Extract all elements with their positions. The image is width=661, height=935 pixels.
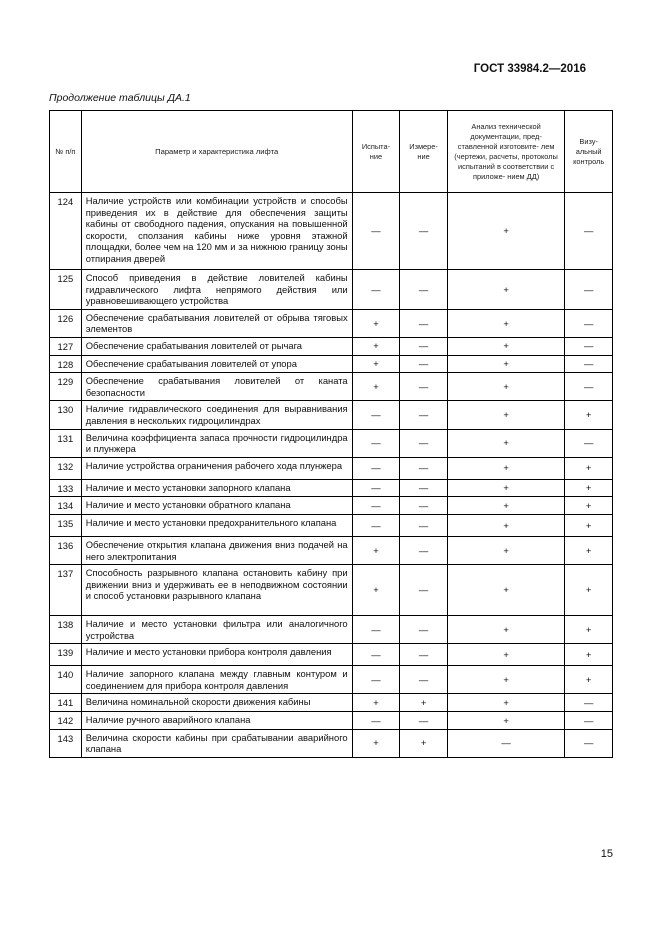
table-row [50, 373, 613, 401]
row-parameter: Наличие ручного аварийного клапана [81, 712, 352, 730]
row-visual-mark: — [565, 309, 613, 337]
row-measurement-mark: — [400, 373, 448, 401]
row-parameter: Наличие и место установки запорного клапана [81, 479, 352, 497]
row-measurement-mark: — [400, 429, 448, 457]
row-measurement-mark: — [400, 479, 448, 497]
row-number: 131 [50, 429, 82, 457]
row-parameter: Способность разрывного клапана остановить кабину при движении вниз и удерживать ее в неподвижном состоянии и способ установки разрывного клапана [81, 565, 352, 616]
row-parameter: Обеспечение срабатывания ловителей от рычага [81, 337, 352, 355]
row-analysis-mark: + [447, 337, 564, 355]
row-parameter: Обеспечение срабатывания ловителей от обрыва тяговых элементов [81, 309, 352, 337]
row-number: 140 [50, 666, 82, 694]
table-row [50, 536, 613, 564]
row-visual-mark: — [565, 337, 613, 355]
row-measurement-mark: — [400, 514, 448, 536]
row-number: 132 [50, 457, 82, 479]
row-test-mark: — [352, 666, 400, 694]
row-number: 125 [50, 270, 82, 310]
row-test-mark: — [352, 479, 400, 497]
row-measurement-mark: — [400, 644, 448, 666]
row-measurement-mark: — [400, 309, 448, 337]
row-number: 126 [50, 309, 82, 337]
row-visual-mark: + [565, 514, 613, 536]
table-row [50, 457, 613, 479]
row-number: 127 [50, 337, 82, 355]
row-number: 143 [50, 729, 82, 757]
row-visual-mark: + [565, 644, 613, 666]
row-analysis-mark: + [447, 373, 564, 401]
col-header-analysis: Анализ технической документации, пред- ставленной изготовите- лем (чертежи, расчеты, протоколы испытаний в соответствии с приложе- нием ДД) [447, 111, 564, 193]
row-measurement-mark: — [400, 616, 448, 644]
row-parameter: Обеспечение открытия клапана движения вниз подачей на него электропитания [81, 536, 352, 564]
col-header-parameter: Параметр и характеристика лифта [81, 111, 352, 193]
row-number: 139 [50, 644, 82, 666]
table-row [50, 193, 613, 270]
row-analysis-mark: + [447, 479, 564, 497]
row-test-mark: — [352, 193, 400, 270]
row-parameter: Величина скорости кабины при срабатывании аварийного клапана [81, 729, 352, 757]
table-caption: Продолжение таблицы ДА.1 [49, 92, 191, 104]
row-number: 133 [50, 479, 82, 497]
row-analysis-mark: + [447, 355, 564, 373]
row-visual-mark: + [565, 497, 613, 515]
inspection-table [49, 110, 613, 758]
row-analysis-mark: + [447, 694, 564, 712]
row-measurement-mark: — [400, 193, 448, 270]
table-row [50, 270, 613, 310]
row-number: 135 [50, 514, 82, 536]
row-test-mark: — [352, 644, 400, 666]
row-number: 136 [50, 536, 82, 564]
row-visual-mark: + [565, 666, 613, 694]
row-measurement-mark: — [400, 355, 448, 373]
row-test-mark: + [352, 337, 400, 355]
row-test-mark: — [352, 457, 400, 479]
row-measurement-mark: — [400, 536, 448, 564]
table-row [50, 712, 613, 730]
table-row [50, 401, 613, 429]
row-analysis-mark: + [447, 666, 564, 694]
row-analysis-mark: + [447, 309, 564, 337]
row-analysis-mark: + [447, 270, 564, 310]
table-row [50, 644, 613, 666]
row-analysis-mark: + [447, 514, 564, 536]
row-measurement-mark: — [400, 457, 448, 479]
row-test-mark: + [352, 373, 400, 401]
row-parameter: Наличие устройств или комбинации устройств и способы приведения их в действие для обеспечения защиты кабины от свободного падения, опускания на повышенной скорости, сползания кабины ниже уровня этажной площадки, более чем на 120 мм и за нижнюю границу зоны отпирания дверей [81, 193, 352, 270]
row-test-mark: — [352, 514, 400, 536]
page-number: 15 [600, 848, 613, 860]
table-row [50, 355, 613, 373]
row-test-mark: — [352, 270, 400, 310]
row-test-mark: — [352, 401, 400, 429]
row-parameter: Наличие и место установки прибора контроля давления [81, 644, 352, 666]
row-test-mark: — [352, 429, 400, 457]
row-parameter: Наличие и место установки фильтра или аналогичного устройства [81, 616, 352, 644]
row-analysis-mark: + [447, 193, 564, 270]
row-analysis-mark: + [447, 616, 564, 644]
row-measurement-mark: — [400, 565, 448, 616]
col-header-number: № п/п [50, 111, 82, 193]
row-test-mark: + [352, 565, 400, 616]
row-test-mark: + [352, 729, 400, 757]
row-number: 124 [50, 193, 82, 270]
row-measurement-mark: + [400, 694, 448, 712]
row-number: 128 [50, 355, 82, 373]
row-measurement-mark: — [400, 497, 448, 515]
row-visual-mark: — [565, 729, 613, 757]
table-row [50, 429, 613, 457]
row-analysis-mark: + [447, 497, 564, 515]
row-analysis-mark: + [447, 565, 564, 616]
document-id: ГОСТ 33984.2—2016 [473, 63, 586, 75]
row-visual-mark: — [565, 373, 613, 401]
row-number: 137 [50, 565, 82, 616]
row-parameter: Величина номинальной скорости движения кабины [81, 694, 352, 712]
row-visual-mark: — [565, 712, 613, 730]
row-test-mark: — [352, 497, 400, 515]
row-test-mark: + [352, 309, 400, 337]
table-header-row [50, 111, 613, 193]
row-test-mark: — [352, 712, 400, 730]
table-row [50, 309, 613, 337]
row-analysis-mark: + [447, 644, 564, 666]
table-row [50, 565, 613, 616]
row-number: 134 [50, 497, 82, 515]
row-measurement-mark: — [400, 337, 448, 355]
row-visual-mark: — [565, 429, 613, 457]
row-parameter: Наличие и место установки предохранительного клапана [81, 514, 352, 536]
row-number: 130 [50, 401, 82, 429]
row-analysis-mark: + [447, 401, 564, 429]
row-parameter: Обеспечение срабатывания ловителей от каната безопасности [81, 373, 352, 401]
row-analysis-mark: + [447, 429, 564, 457]
table-row [50, 729, 613, 757]
row-number: 138 [50, 616, 82, 644]
col-header-visual: Визу- альный контроль [565, 111, 613, 193]
row-measurement-mark: + [400, 729, 448, 757]
table-row [50, 694, 613, 712]
row-analysis-mark: + [447, 457, 564, 479]
row-parameter: Наличие гидравлического соединения для выравнивания давления в нескольких гидроцилиндрах [81, 401, 352, 429]
row-visual-mark: — [565, 694, 613, 712]
row-visual-mark: — [565, 355, 613, 373]
row-measurement-mark: — [400, 270, 448, 310]
row-analysis-mark: + [447, 712, 564, 730]
table-row [50, 479, 613, 497]
row-parameter: Способ приведения в действие ловителей кабины гидравлического лифта непрямого действия или уравновешивающего устройства [81, 270, 352, 310]
col-header-measurement: Измере- ние [400, 111, 448, 193]
table-row [50, 616, 613, 644]
row-analysis-mark: + [447, 536, 564, 564]
row-parameter: Наличие запорного клапана между главным контуром и соединением для прибора контроля давления [81, 666, 352, 694]
row-visual-mark: + [565, 457, 613, 479]
row-visual-mark: + [565, 565, 613, 616]
row-visual-mark: — [565, 193, 613, 270]
row-number: 129 [50, 373, 82, 401]
row-test-mark: + [352, 536, 400, 564]
row-measurement-mark: — [400, 712, 448, 730]
row-measurement-mark: — [400, 401, 448, 429]
row-number: 142 [50, 712, 82, 730]
row-measurement-mark: — [400, 666, 448, 694]
row-parameter: Наличие и место установки обратного клапана [81, 497, 352, 515]
row-visual-mark: + [565, 616, 613, 644]
row-test-mark: — [352, 616, 400, 644]
row-parameter: Величина коэффициента запаса прочности гидроцилиндра и плунжера [81, 429, 352, 457]
row-analysis-mark: — [447, 729, 564, 757]
col-header-test: Испыта- ние [352, 111, 400, 193]
row-visual-mark: — [565, 270, 613, 310]
row-test-mark: + [352, 694, 400, 712]
row-number: 141 [50, 694, 82, 712]
table-row [50, 514, 613, 536]
row-parameter: Наличие устройства ограничения рабочего хода плунжера [81, 457, 352, 479]
row-visual-mark: + [565, 536, 613, 564]
row-test-mark: + [352, 355, 400, 373]
row-parameter: Обеспечение срабатывания ловителей от упора [81, 355, 352, 373]
row-visual-mark: + [565, 479, 613, 497]
row-visual-mark: + [565, 401, 613, 429]
table-row [50, 497, 613, 515]
table-row [50, 337, 613, 355]
table-row [50, 666, 613, 694]
